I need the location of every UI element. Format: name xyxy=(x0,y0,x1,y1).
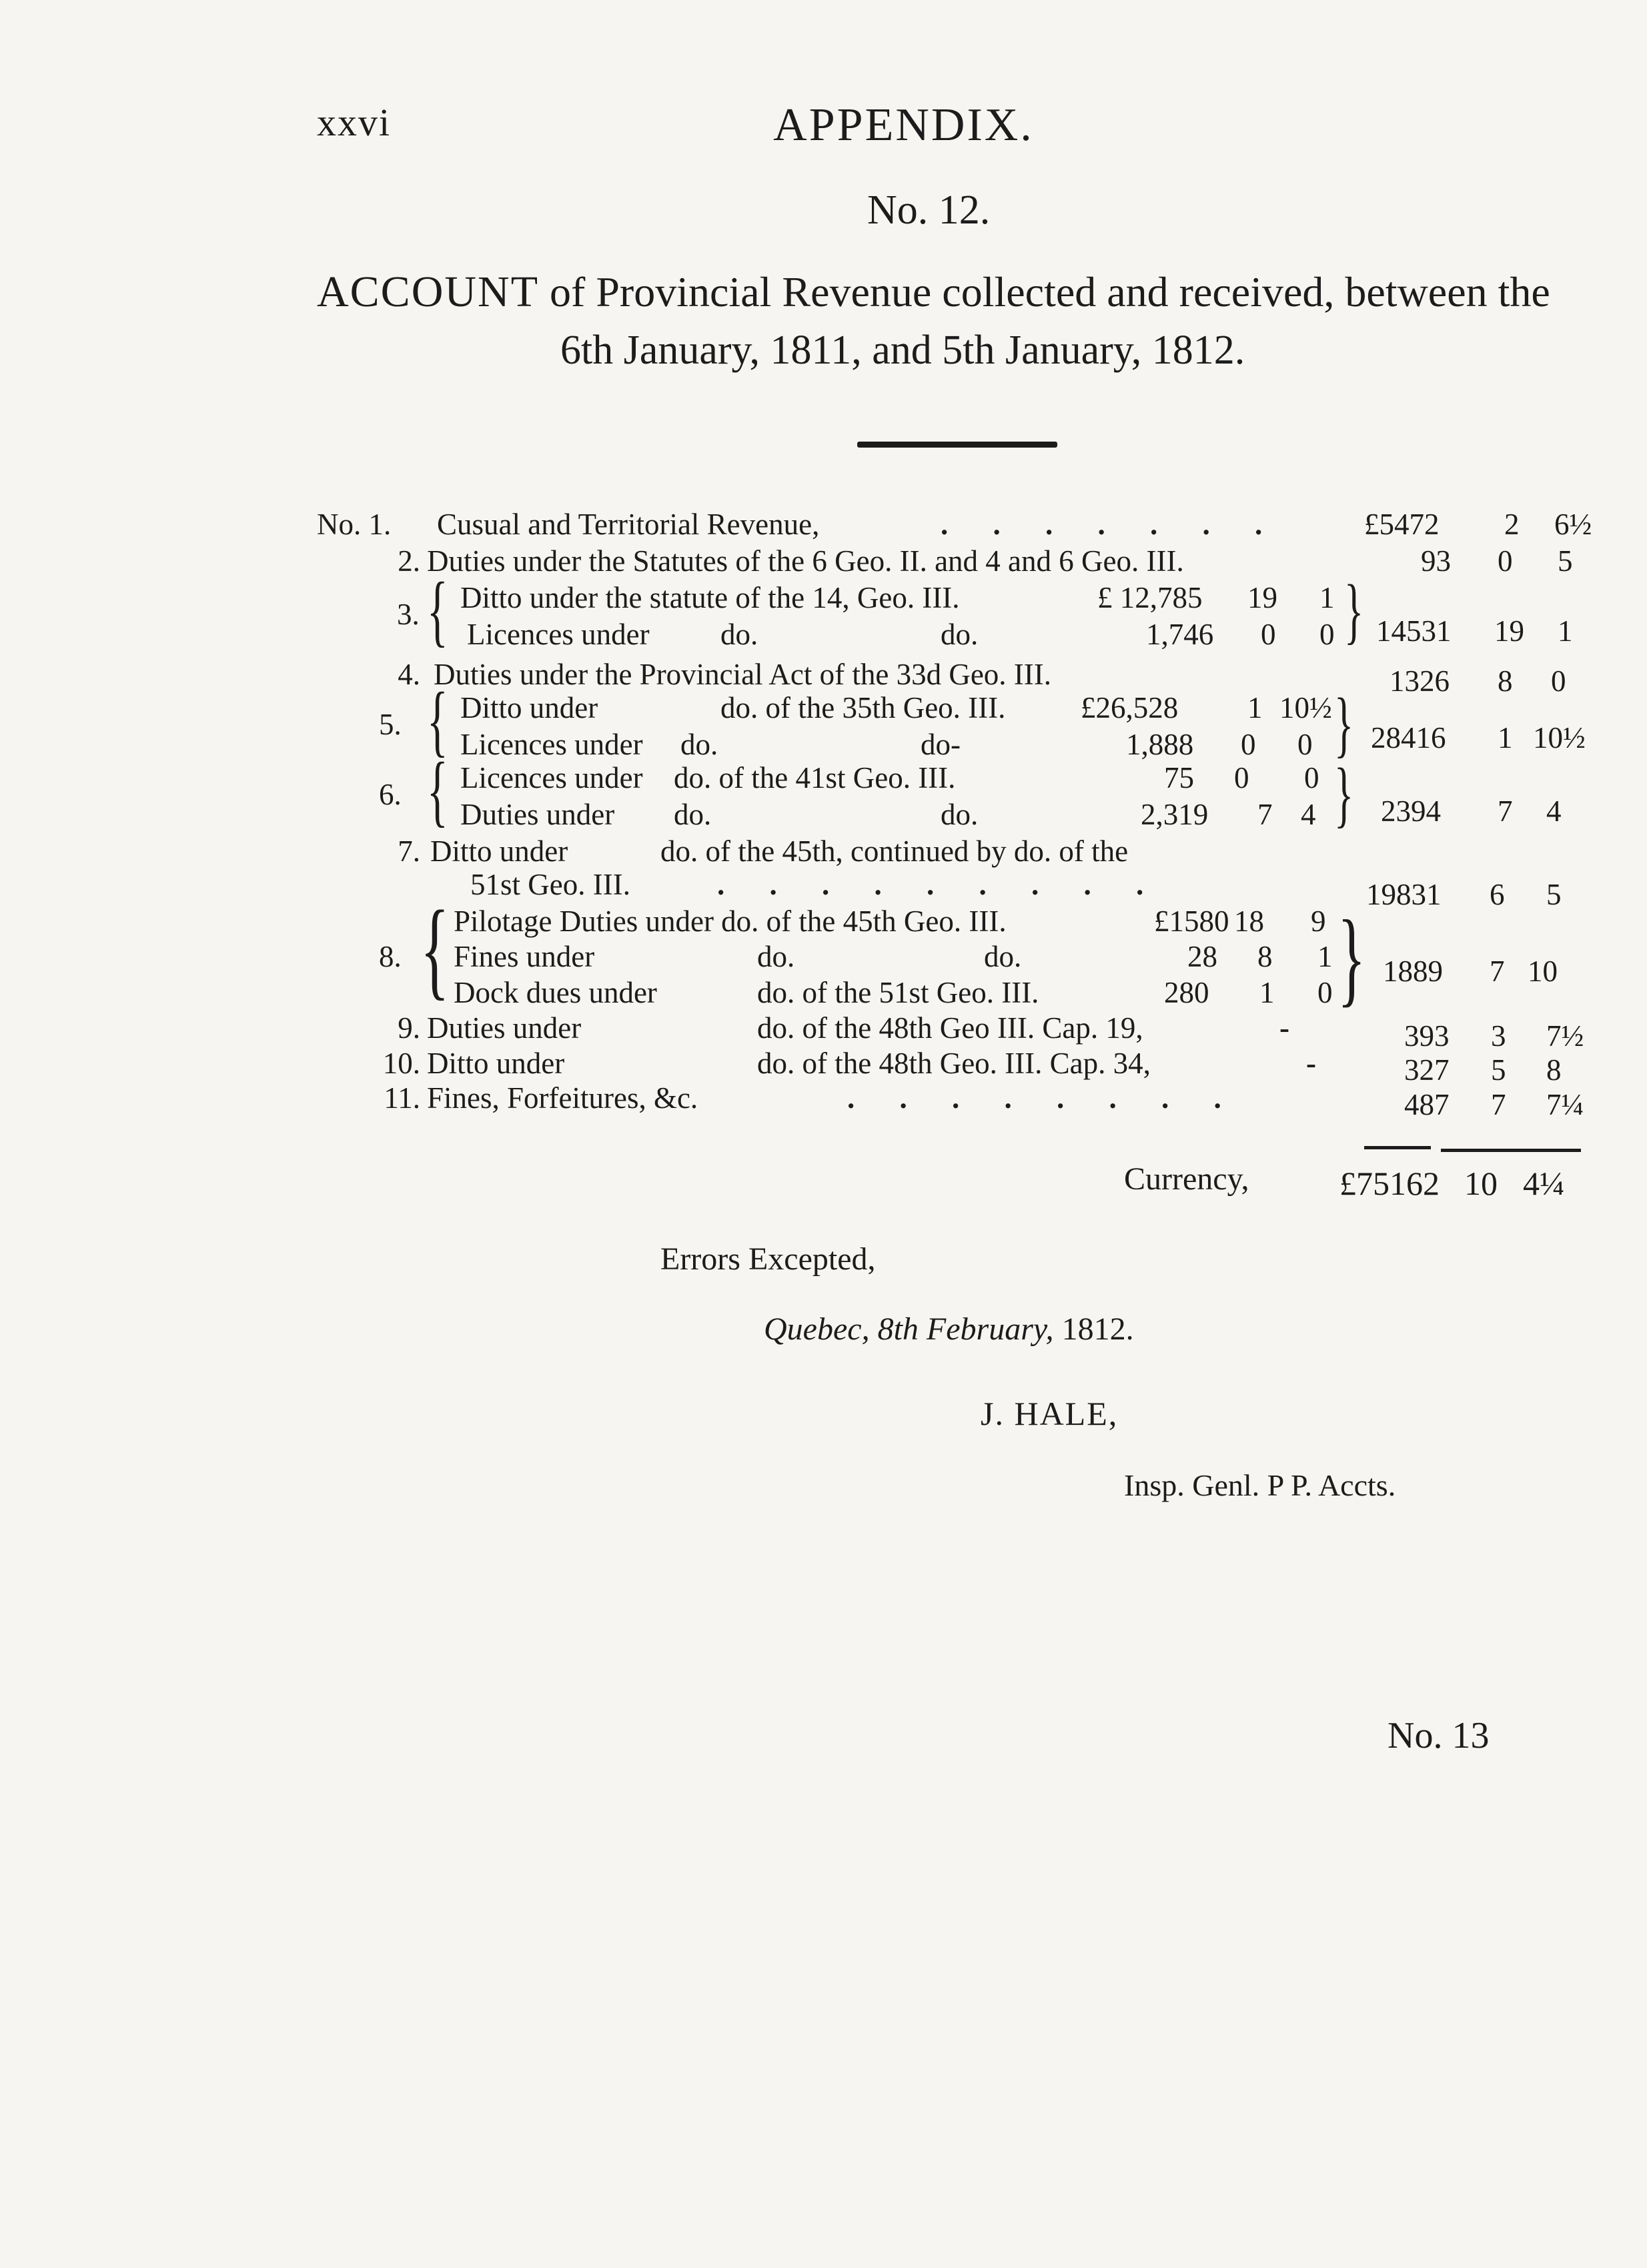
sub-description: Ditto under xyxy=(460,691,598,724)
total-pence: 1 xyxy=(1558,614,1573,648)
sub-description: Licences under xyxy=(460,728,643,761)
item-description: Duties under the Statutes of the 6 Geo. II. and 4 and 6 Geo. III. xyxy=(427,544,1184,578)
sub-shillings: 8 xyxy=(1257,940,1273,973)
sub-reference: do. xyxy=(720,618,758,651)
total-shillings: 2 xyxy=(1504,508,1520,541)
grand-total-pounds: £75162 xyxy=(1339,1165,1440,1202)
total-shillings: 3 xyxy=(1491,1019,1506,1053)
sum-rule xyxy=(1441,1149,1581,1152)
item-number: 8. xyxy=(379,940,402,973)
item-number: 10. xyxy=(382,1047,420,1080)
account-row-11 xyxy=(0,1081,1647,1121)
sum-rule xyxy=(1364,1146,1431,1149)
sub-amount: 75 xyxy=(1164,761,1194,794)
sub-pence: 4 xyxy=(1301,798,1316,831)
sub-shillings: 18 xyxy=(1234,905,1264,938)
total-pence: 6½ xyxy=(1554,508,1592,541)
account-row-9 xyxy=(0,1011,1647,1051)
sub-shillings: 0 xyxy=(1234,761,1249,794)
item-description: Duties under the Provincial Act of the 33d Geo. III. xyxy=(434,658,1052,691)
place-date-italic: Quebec, 8th February, xyxy=(764,1311,1054,1347)
grand-total-shillings: 10 xyxy=(1464,1165,1498,1202)
right-brace: } xyxy=(1344,570,1364,651)
sub-pence: 0 xyxy=(1304,761,1319,794)
account-row-10 xyxy=(0,1046,1647,1086)
item-reference: do. of the 48th Geo. III. Cap. 34, xyxy=(757,1047,1151,1080)
item-reference: do. of the 48th Geo III. Cap. 19, xyxy=(757,1011,1143,1045)
sub-amount: £26,528 xyxy=(1081,691,1179,724)
item-number: 7. xyxy=(398,834,420,868)
sub-description: Licences under xyxy=(460,761,643,794)
total-shillings: 5 xyxy=(1491,1053,1506,1087)
item-description: Ditto under xyxy=(427,1047,565,1080)
account-row-1 xyxy=(0,507,1647,547)
right-brace: } xyxy=(1334,683,1354,764)
sub-amount: 28 xyxy=(1187,940,1217,973)
total-shillings: 7 xyxy=(1491,1088,1506,1121)
item-number: 5. xyxy=(379,708,402,741)
leader-dots: . . . . . . . xyxy=(941,508,1281,541)
right-brace: } xyxy=(1334,753,1354,834)
sub-description: Fines under xyxy=(454,940,595,973)
item-number: 4. xyxy=(398,658,420,691)
sub-description: Licences under xyxy=(467,618,650,651)
leader-dot: - xyxy=(1306,1047,1316,1080)
running-head: APPENDIX. xyxy=(773,99,1034,151)
sub-reference: do. xyxy=(674,798,712,831)
total-pounds: 2394 xyxy=(1381,794,1441,828)
account-row-2 xyxy=(0,544,1647,584)
signatory-title: Insp. Genl. P P. Accts. xyxy=(1124,1468,1396,1502)
page-number: xxvi xyxy=(317,101,392,144)
item-number: 3. xyxy=(397,598,420,631)
total-shillings: 7 xyxy=(1498,794,1513,828)
sub-amount: 2,319 xyxy=(1141,798,1209,831)
sub-description: Dock dues under xyxy=(454,976,657,1009)
sub-pence: 10½ xyxy=(1279,691,1332,724)
sub-reference: do. xyxy=(941,798,979,831)
sub-reference: do. xyxy=(757,940,795,973)
right-brace: } xyxy=(1337,898,1366,1017)
total-pounds: 14531 xyxy=(1376,614,1452,648)
title-rest: of Provincial Revenue collected and received, between the xyxy=(550,268,1550,316)
sub-shillings: 0 xyxy=(1261,618,1276,651)
account-subrow xyxy=(0,904,1647,944)
item-number: 11. xyxy=(384,1081,420,1115)
total-pounds: 19831 xyxy=(1366,878,1442,911)
sub-amount: 280 xyxy=(1164,976,1209,1009)
total-pounds: 1326 xyxy=(1390,664,1450,698)
total-pounds: £5472 xyxy=(1364,508,1440,541)
errors-excepted: Errors Excepted, xyxy=(660,1241,876,1277)
sub-pence: 0 xyxy=(1317,976,1333,1009)
total-pence: 7¼ xyxy=(1546,1088,1584,1121)
grand-total-pence: 4¼ xyxy=(1523,1165,1565,1202)
sub-description: Pilotage Duties under do. of the 45th Geo. III. xyxy=(454,905,1007,938)
item-description-cont: 51st Geo. III. xyxy=(470,868,630,901)
sub-pence: 0 xyxy=(1319,618,1335,651)
sub-reference: do. xyxy=(680,728,718,761)
total-pounds: 393 xyxy=(1404,1019,1450,1053)
sub-description: Duties under xyxy=(460,798,615,831)
total-pence: 8 xyxy=(1546,1053,1562,1087)
left-brace: { xyxy=(427,746,448,834)
item-description: Ditto under xyxy=(430,834,568,868)
total-shillings: 8 xyxy=(1498,664,1513,698)
year: 1812. xyxy=(1061,1311,1134,1347)
leader-dots: . . . . . . . . xyxy=(847,1081,1240,1115)
item-description: Duties under xyxy=(427,1011,582,1045)
document-title-line-2: 6th January, 1811, and 5th January, 1812. xyxy=(560,328,1245,373)
title-rule xyxy=(857,442,1057,448)
total-pounds: 327 xyxy=(1404,1053,1450,1087)
total-pence: 5 xyxy=(1546,878,1562,911)
total-shillings: 6 xyxy=(1490,878,1505,911)
item-description: Cusual and Territorial Revenue, xyxy=(437,508,820,541)
sub-shillings: 0 xyxy=(1241,728,1256,761)
sub-amount: 1,888 xyxy=(1126,728,1194,761)
sub-pence: 1 xyxy=(1317,940,1333,973)
total-shillings: 7 xyxy=(1490,955,1505,988)
document-title-line-1 xyxy=(317,267,1550,318)
item-number: 6. xyxy=(379,778,402,811)
sub-reference: do. xyxy=(984,940,1022,973)
catchword: No. 13 xyxy=(1388,1715,1490,1756)
item-description: Fines, Forfeitures, &c. xyxy=(427,1081,698,1115)
sub-pence: 9 xyxy=(1311,905,1326,938)
signatory: J. HALE, xyxy=(981,1395,1119,1432)
total-pounds: 1889 xyxy=(1383,955,1443,988)
sub-shillings: 1 xyxy=(1247,691,1263,724)
total-pounds: 28416 xyxy=(1371,721,1446,754)
total-pence: 4 xyxy=(1546,794,1562,828)
total-pence: 10½ xyxy=(1533,721,1586,754)
sub-reference: do. of the 51st Geo. III. xyxy=(757,976,1039,1009)
sub-reference: do. of the 35th Geo. III. xyxy=(720,691,1006,724)
total-pence: 0 xyxy=(1551,664,1566,698)
sub-amount: £ 12,785 xyxy=(1097,581,1203,614)
item-number: 2. xyxy=(398,544,420,578)
total-pence: 7½ xyxy=(1546,1019,1584,1053)
total-shillings: 19 xyxy=(1494,614,1524,648)
sub-reference: do. xyxy=(941,618,979,651)
leader-dot: - xyxy=(1279,1011,1289,1045)
place-date xyxy=(764,1311,1134,1347)
total-pence: 5 xyxy=(1558,544,1573,578)
item-reference: do. of the 45th, continued by do. of the xyxy=(660,834,1129,868)
total-label: Currency, xyxy=(1124,1161,1249,1197)
leader-dots: . . . . . . . . . xyxy=(717,868,1163,901)
left-brace: { xyxy=(427,676,448,764)
document-number: No. 12. xyxy=(867,187,991,233)
title-cap: ACCOUNT xyxy=(317,267,540,316)
total-pounds: 487 xyxy=(1404,1088,1450,1121)
sub-amount: 1,746 xyxy=(1146,618,1214,651)
total-shillings: 1 xyxy=(1498,721,1513,754)
sub-pence: 0 xyxy=(1297,728,1313,761)
left-brace: { xyxy=(420,888,450,1010)
total-pounds: 93 xyxy=(1421,544,1451,578)
left-brace: { xyxy=(427,566,448,654)
item-number: No. 1. xyxy=(317,508,392,541)
sub-reference: do. of the 41st Geo. III. xyxy=(674,761,956,794)
item-number: 9. xyxy=(398,1011,420,1045)
sub-shillings: 7 xyxy=(1257,798,1273,831)
sub-reference: do- xyxy=(921,728,961,761)
sub-shillings: 1 xyxy=(1259,976,1275,1009)
sub-description: Ditto under the statute of the 14, Geo. III. xyxy=(460,581,960,614)
sub-amount: £1580 xyxy=(1154,905,1229,938)
sub-pence: 1 xyxy=(1319,581,1335,614)
account-row-7-cont xyxy=(0,867,1647,911)
sub-shillings: 19 xyxy=(1247,581,1277,614)
total-shillings: 0 xyxy=(1498,544,1513,578)
total-pence: 10 xyxy=(1528,955,1558,988)
